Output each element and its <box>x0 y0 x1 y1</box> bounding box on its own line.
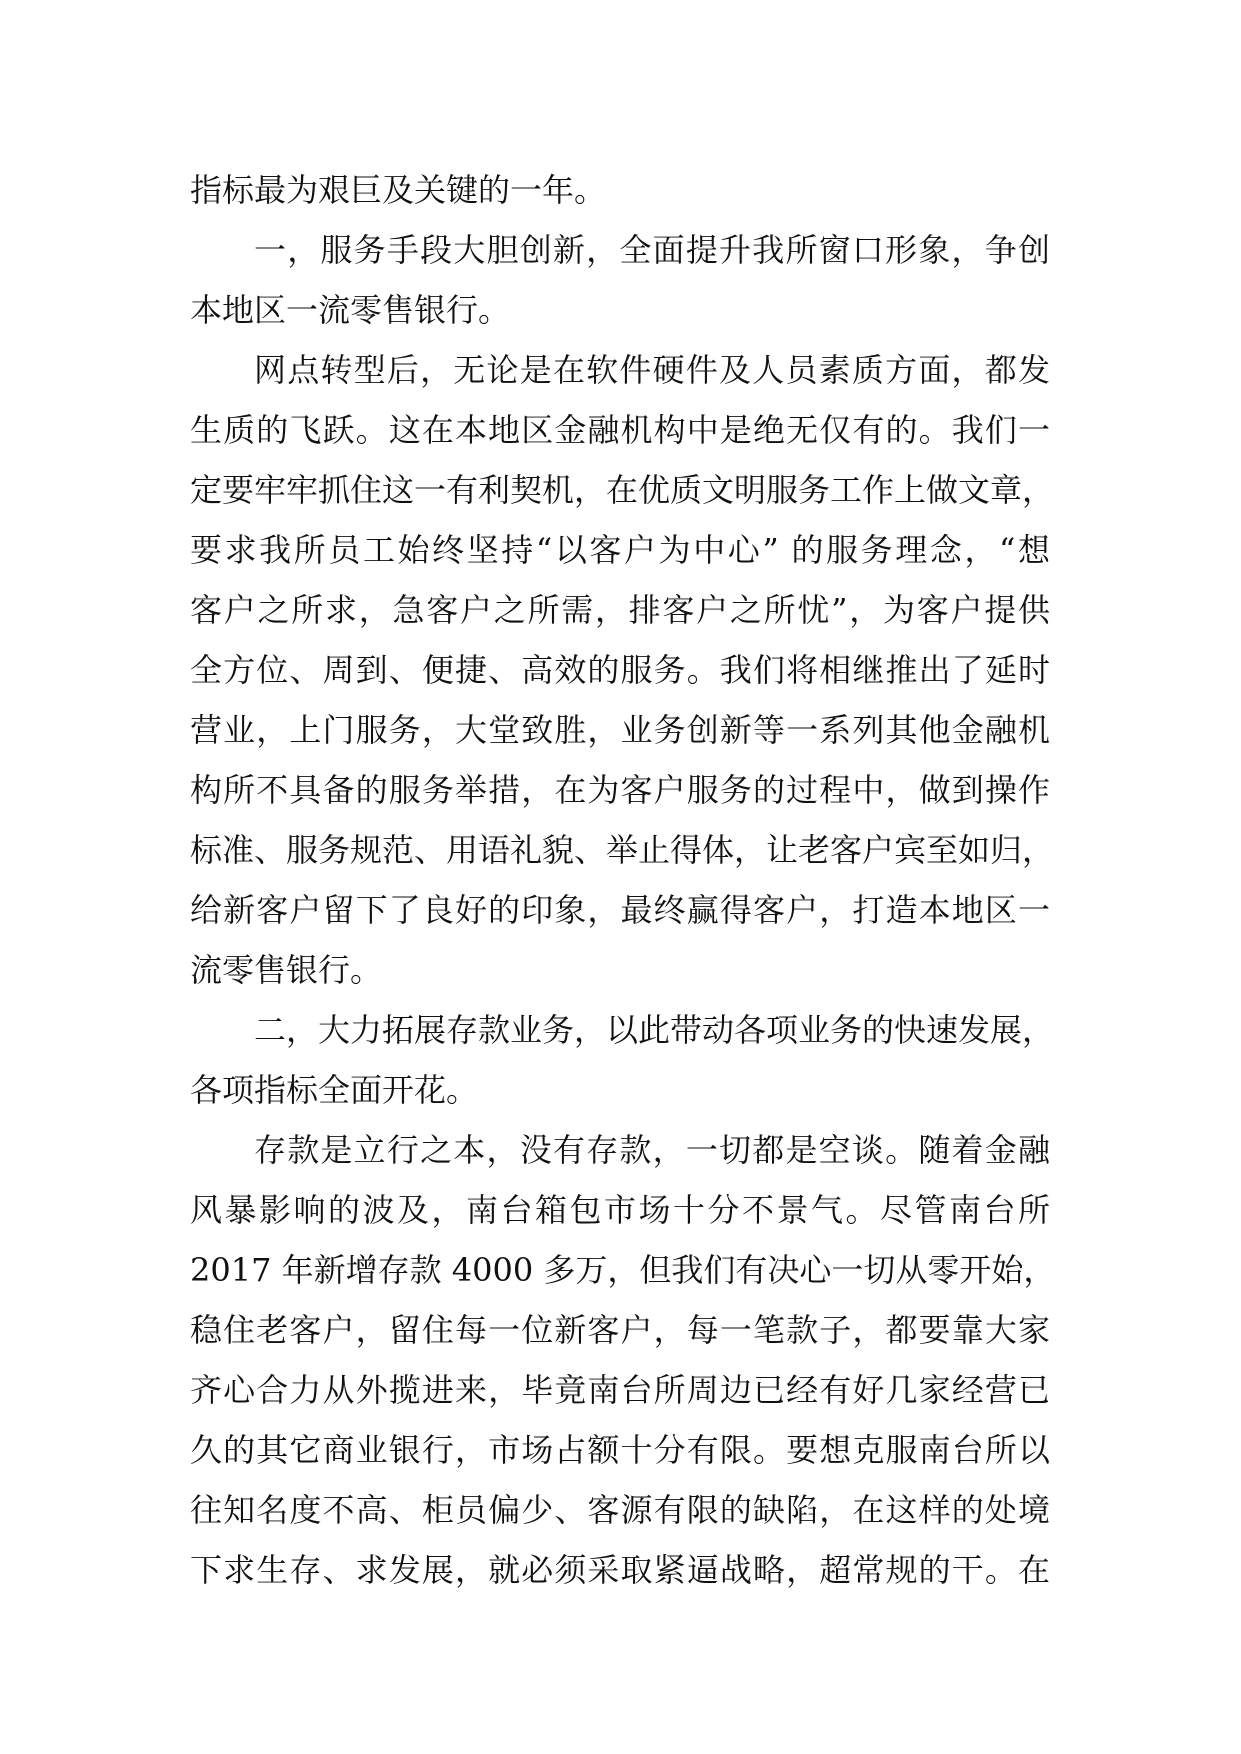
text-line: 下求生存、求发展，就必须采取紧逼战略，超常规的干。在 <box>190 1551 1050 1589</box>
section-heading-2: 二，大力拓展存款业务，以此带动各项业务的快速发展， <box>254 1011 1055 1049</box>
text-line: 构所不具备的服务举措，在为客户服务的过程中，做到操作 <box>190 771 1050 809</box>
text-line: 生质的飞跃。这在本地区金融机构中是绝无仅有的。我们一 <box>190 411 1050 449</box>
text-line: 2017 年新增存款 4000 多万，但我们有决心一切从零开始， <box>190 1251 1056 1289</box>
text-line: 要求我所员工始终坚持“以客户为中心” 的服务理念，“想 <box>190 531 1050 569</box>
text-line: 指标最为艰巨及关键的一年。 <box>190 171 607 209</box>
text-line: 流零售银行。 <box>190 951 383 989</box>
text-line: 标准、服务规范、用语礼貌、举止得体，让老客户宾至如归， <box>190 831 1055 869</box>
text-line: 往知名度不高、柜员偏少、客源有限的缺陷，在这样的处境 <box>190 1491 1050 1529</box>
text-line: 本地区一流零售银行。 <box>190 291 511 329</box>
text-line: 齐心合力从外揽进来，毕竟南台所周边已经有好几家经营已 <box>190 1371 1050 1409</box>
text-line: 定要牢牢抓住这一有利契机，在优质文明服务工作上做文章， <box>190 471 1055 509</box>
text-line: 全方位、周到、便捷、高效的服务。我们将相继推出了延时 <box>190 651 1050 689</box>
section-heading-1: 一，服务手段大胆创新，全面提升我所窗口形象，争创 <box>254 231 1050 269</box>
text-line: 客户之所求，急客户之所需，排客户之所忧”，为客户提供 <box>190 591 1050 629</box>
text-line: 给新客户留下了良好的印象，最终赢得客户，打造本地区一 <box>190 891 1050 929</box>
body-text <box>190 160 1056 1600</box>
paragraph-start: 存款是立行之本，没有存款，一切都是空谈。随着金融 <box>254 1131 1050 1169</box>
text-line: 稳住老客户，留住每一位新客户，每一笔款子，都要靠大家 <box>190 1311 1050 1349</box>
text-line: 营业，上门服务，大堂致胜，业务创新等一系列其他金融机 <box>190 711 1050 749</box>
text-line: 风暴影响的波及，南台箱包市场十分不景气。尽管南台所 <box>190 1191 1050 1229</box>
text-line: 各项指标全面开花。 <box>190 1071 479 1109</box>
paragraph-start: 网点转型后，无论是在软件硬件及人员素质方面，都发 <box>254 351 1050 389</box>
text-line: 久的其它商业银行，市场占额十分有限。要想克服南台所以 <box>190 1431 1050 1469</box>
